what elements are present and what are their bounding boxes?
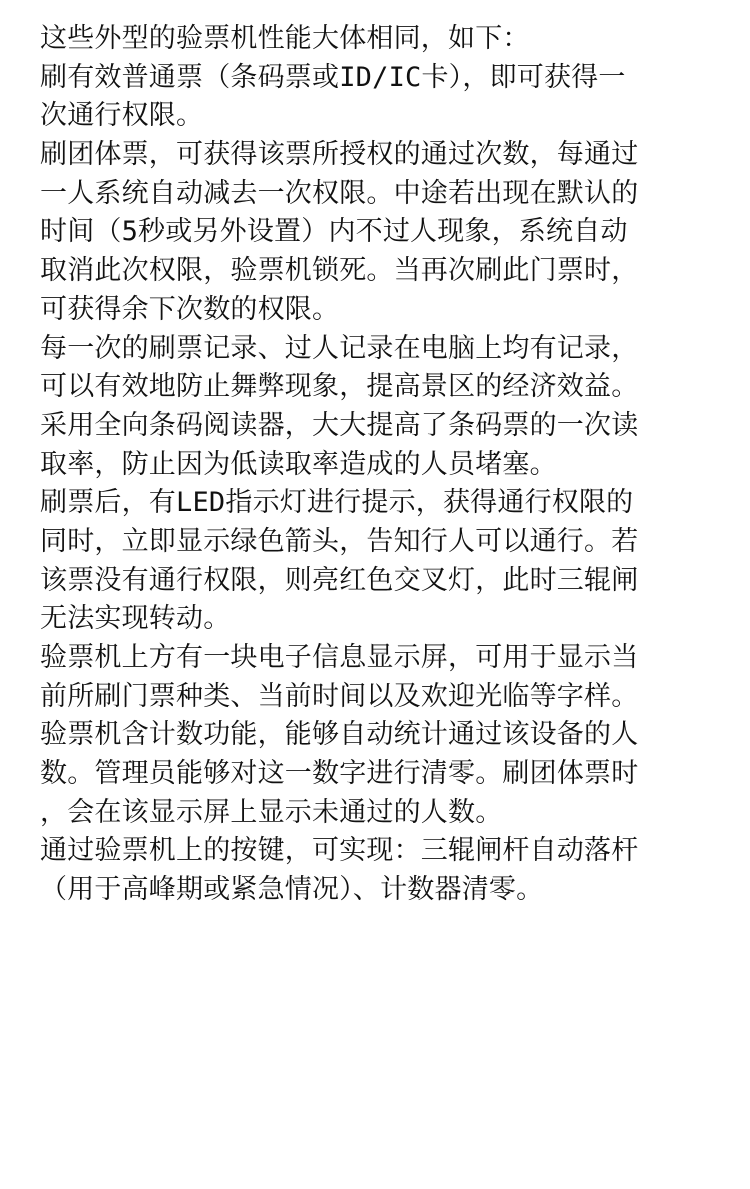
text-line: 同时，立即显示绿色箭头，告知行人可以通行。若	[40, 525, 639, 557]
text-line: 可获得余下次数的权限。	[40, 293, 340, 325]
text-line: 通过验票机上的按键，可实现：三辊闸杆自动落杆	[40, 835, 639, 867]
document-body	[40, 20, 720, 910]
text-line: 刷票后，有LED指示灯进行提示，获得通行权限的	[40, 487, 634, 519]
text-line: 验票机上方有一块电子信息显示屏，可用于显示当	[40, 642, 639, 673]
text-line: 刷有效普通票（条码票或ID/IC卡），即可获得一	[40, 61, 626, 93]
text-line: 取率，防止因为低读取率造成的人员堵塞。	[40, 448, 557, 480]
text-line: 可以有效地防止舞弊现象，提高景区的经济效益。	[40, 371, 639, 403]
text-line: 一人系统自动减去一次权限。中途若出现在默认的	[40, 177, 639, 209]
text-line: 刷团体票，可获得该票所授权的通过次数，每通过	[40, 139, 639, 171]
text-line: （用于高峰期或紧急情况）、计数器清零。	[40, 874, 544, 906]
text-line: 采用全向条码阅读器，大大提高了条码票的一次读	[40, 409, 639, 441]
text-line: 该票没有通行权限，则亮红色交叉灯，此时三辊闸	[40, 564, 639, 596]
text-line: 数。管理员能够对这一数字进行清零。刷团体票时	[40, 758, 639, 790]
text-line: 验票机含计数功能，能够自动统计通过该设备的人	[40, 719, 639, 751]
text-line: 无法实现转动。	[40, 603, 231, 635]
text-line: 这些外型的验票机性能大体相同，如下：	[40, 23, 530, 54]
text-line: ，会在该显示屏上显示未通过的人数。	[40, 796, 503, 828]
text-line: 前所刷门票种类、当前时间以及欢迎光临等字样。	[40, 680, 639, 712]
text-line: 每一次的刷票记录、过人记录在电脑上均有记录，	[40, 332, 639, 364]
text-line: 取消此次权限，验票机锁死。当再次刷此门票时，	[40, 255, 639, 287]
text-line: 时间（5秒或另外设置）内不过人现象，系统自动	[40, 216, 628, 248]
text-line: 次通行权限。	[40, 100, 204, 132]
